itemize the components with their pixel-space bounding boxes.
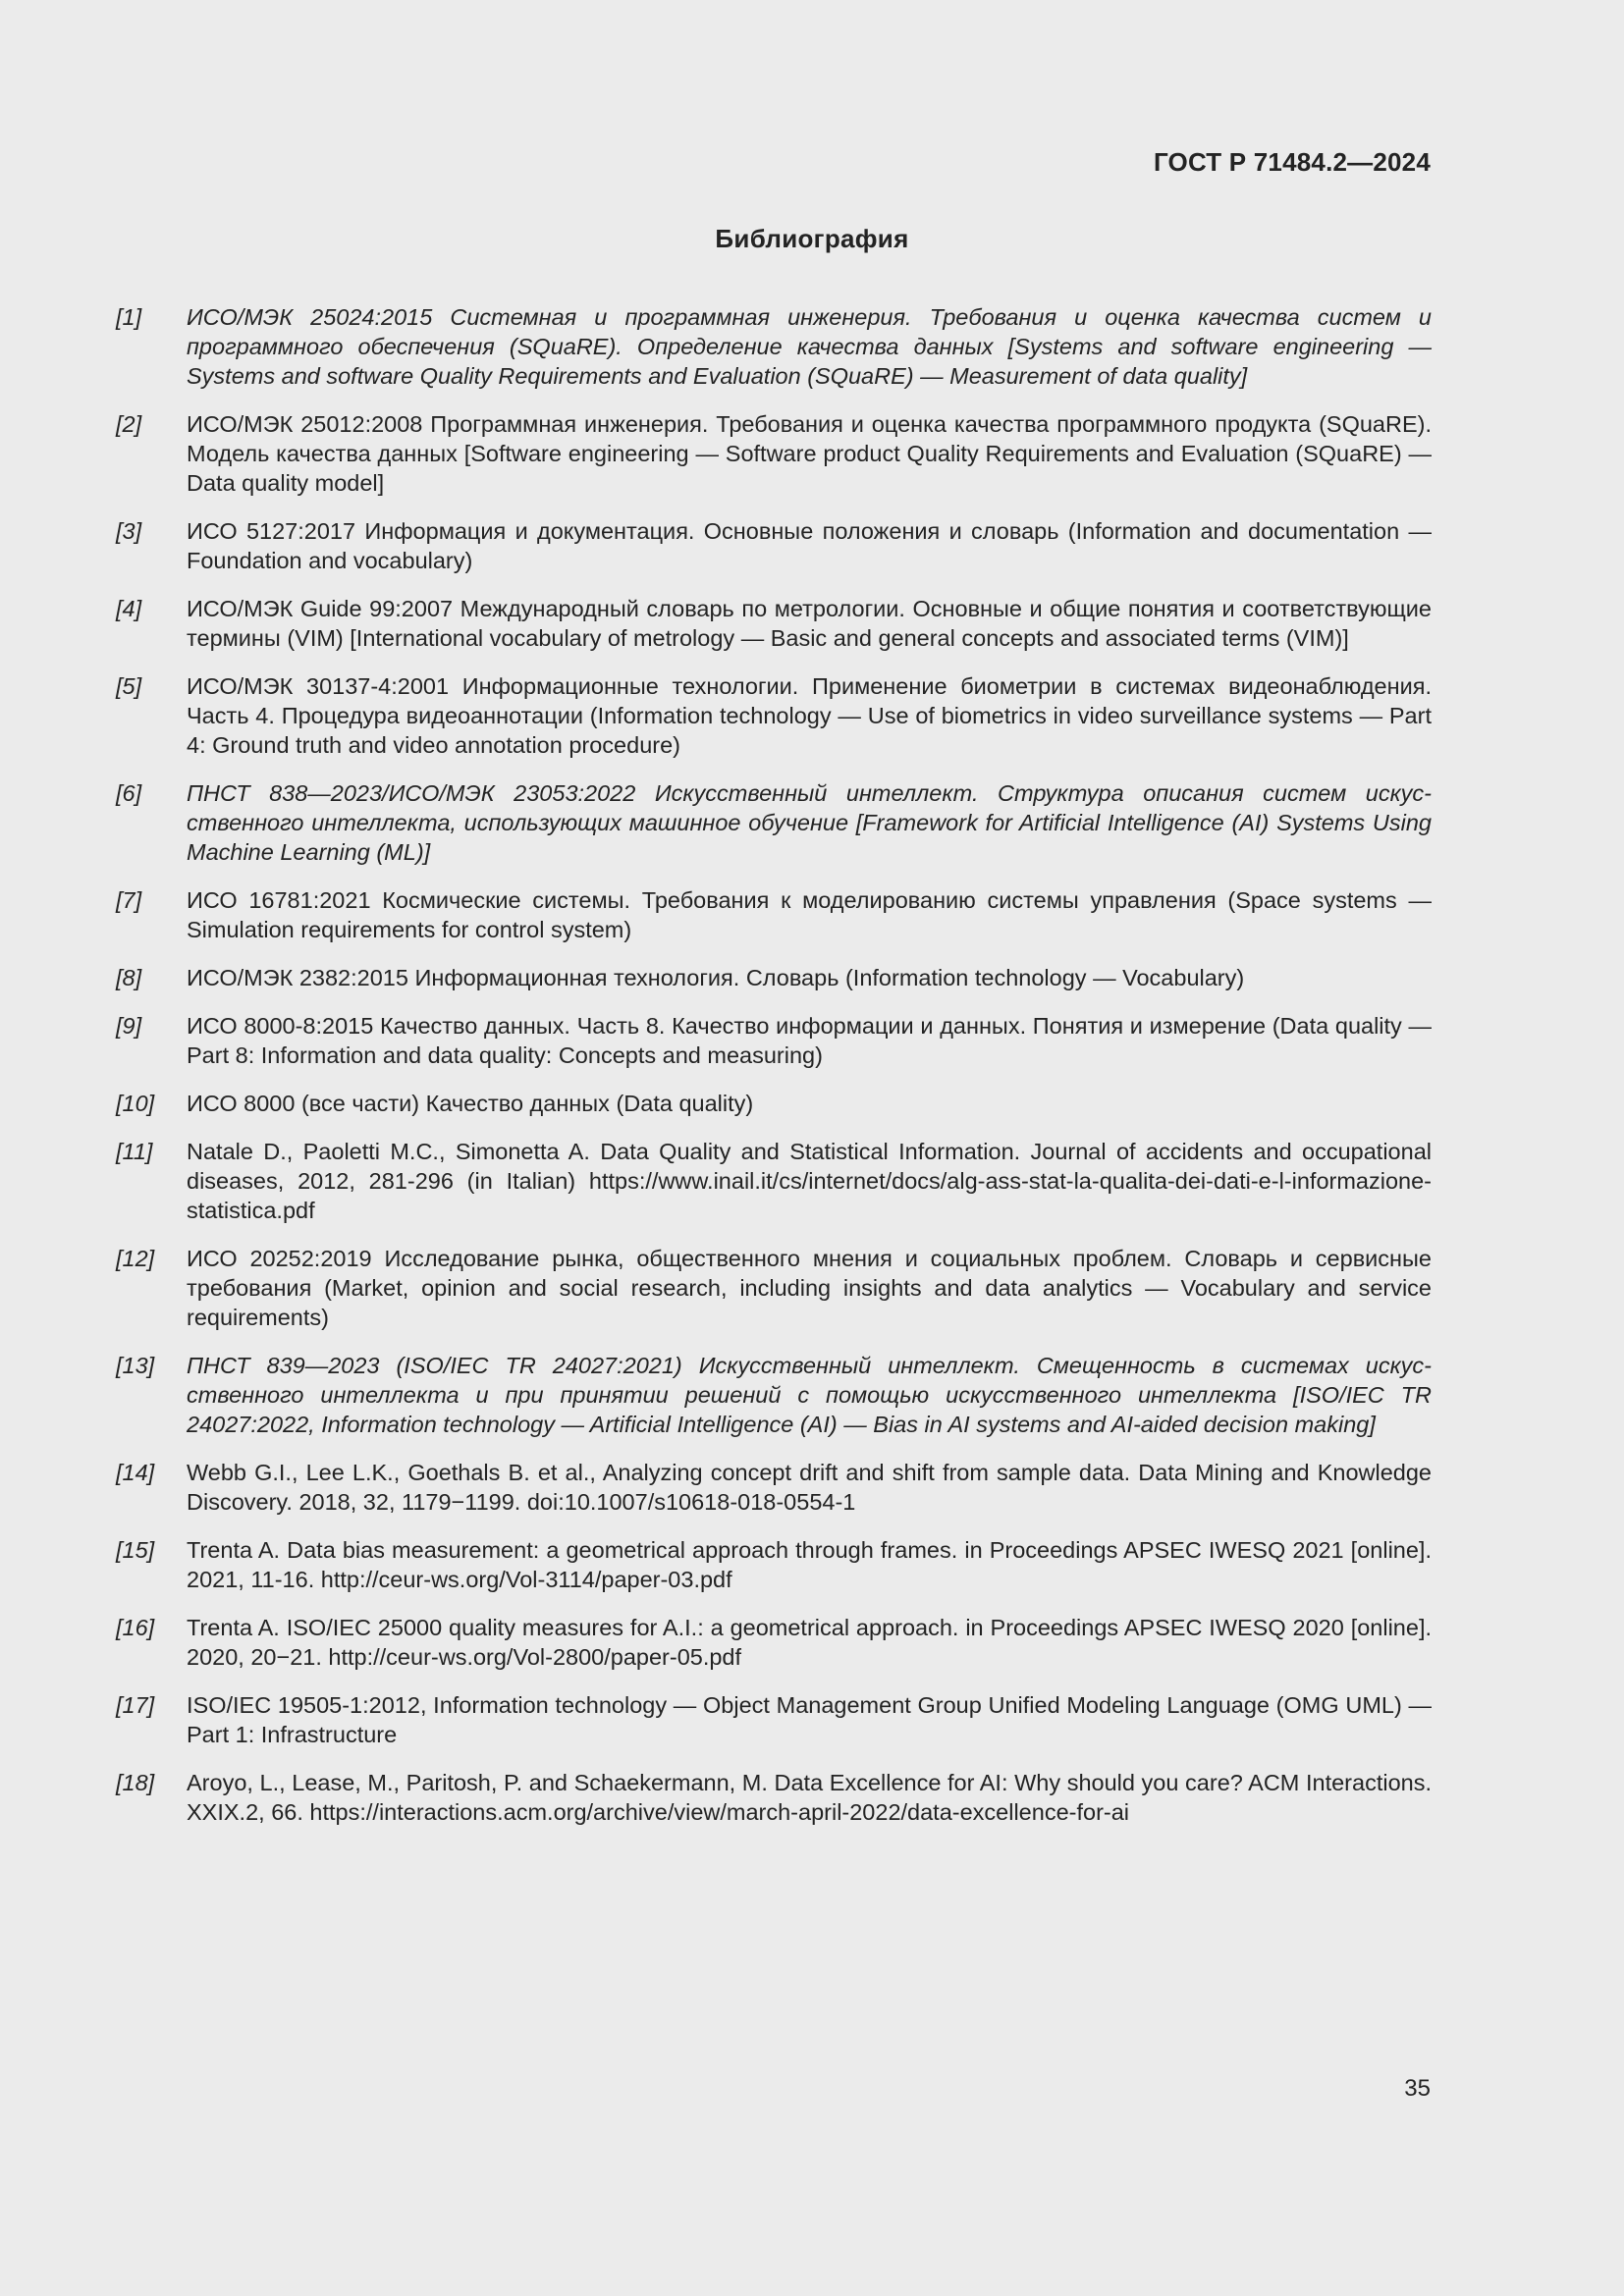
- bibliography-entry: [116, 1137, 1432, 1225]
- entry-number: [9]: [116, 1013, 142, 1039]
- bibliography-entry: [116, 963, 1432, 992]
- entry-number: [1]: [116, 304, 142, 330]
- entry-text: ПНСТ 839—2023 (ISO/IEC TR 24027:2021) Искусственный интеллект. Смещенность в системах искусственного интеллекта и при принятии решений с помощью искусственного интеллекта [ISO/IEC TR 24027:2022, Information technology — Artificial Intelligence (AI) — Bias in AI systems and AI-aided decision making]: [187, 1353, 1432, 1437]
- entry-number: [11]: [116, 1139, 153, 1164]
- entry-number: [5]: [116, 673, 142, 699]
- entry-number: [12]: [116, 1246, 155, 1271]
- document-code: ГОСТ Р 71484.2—2024: [1153, 147, 1431, 177]
- entry-text: ИСО/МЭК Guide 99:2007 Международный словарь по метрологии. Основные и общие понятия и соответствующие термины (VIM) [International vocabulary of metrology — Basic and general concepts and associated terms (VIM)]: [187, 596, 1432, 651]
- entry-text: ISO/IEC 19505-1:2012, Information technology — Object Management Group Unified Modeling Language (OMG UML) — Part 1: Infrastructure: [187, 1692, 1432, 1747]
- bibliography-entry: [116, 302, 1432, 391]
- entry-number: [8]: [116, 965, 142, 990]
- entry-number: [16]: [116, 1615, 155, 1640]
- entry-number: [13]: [116, 1353, 155, 1378]
- bibliography-entry: [116, 1351, 1432, 1439]
- bibliography-entry: [116, 1458, 1432, 1517]
- entry-text: Aroyo, L., Lease, M., Paritosh, P. and Schaekermann, M. Data Excellence for AI: Why should you care? ACM Interactions. XXIX.2, 66. https://interactions.acm.org/archive/view/march-april-2022/data-excellence-for-ai: [187, 1770, 1432, 1825]
- entry-text: Webb G.I., Lee L.K., Goethals B. et al., Analyzing concept drift and shift from sample data. Data Mining and Knowledge Discovery. 2018, 32, 1179−1199. doi:10.1007/s10618-018-0554-1: [187, 1460, 1432, 1515]
- entry-text: ИСО 16781:2021 Космические системы. Требования к моделированию системы управления (Space systems — Simulation requirements for control system): [187, 887, 1432, 942]
- bibliography-title: Библиография: [715, 224, 909, 253]
- entry-number: [10]: [116, 1091, 155, 1116]
- bibliography-entry: [116, 778, 1432, 867]
- bibliography-entry: [116, 1535, 1432, 1594]
- bibliography-entry: [116, 1244, 1432, 1332]
- entry-text: ИСО/МЭК 2382:2015 Информационная технология. Словарь (Information technology — Vocabulary): [187, 965, 1245, 990]
- page-number: 35: [1404, 2075, 1431, 2102]
- bibliography-entry: [116, 1690, 1432, 1749]
- entry-text: ИСО/МЭК 25024:2015 Системная и программная инженерия. Требования и оценка качества систем и программного обеспечения (SQuaRE). Определение качества данных [Systems and software engineering — Systems and software Quality Requirements and Evaluation (SQuaRE) — Measurement of data quality]: [187, 304, 1432, 389]
- bibliography-entry: [116, 885, 1432, 944]
- entry-text: ИСО 5127:2017 Информация и документация. Основные положения и словарь (Information and documentation — Foundation and vocabulary): [187, 518, 1432, 573]
- entry-number: [7]: [116, 887, 142, 913]
- entry-number: [18]: [116, 1770, 155, 1795]
- entry-text: ИСО/МЭК 25012:2008 Программная инженерия. Требования и оценка качества программного продукта (SQuaRE). Модель качества данных [Software engineering — Software product Quality Requirements and Evaluation (SQuaRE) — Data quality model]: [187, 411, 1432, 496]
- entry-number: [3]: [116, 518, 142, 544]
- bibliography-list: [116, 302, 1432, 1845]
- entry-text: ИСО 8000 (все части) Качество данных (Data quality): [187, 1091, 754, 1116]
- entry-text: ИСО 20252:2019 Исследование рынка, общественного мнения и социальных проблем. Словарь и сервисные требования (Market, opinion and social research, including insights and data analytics — Vocabulary and service requirements): [187, 1246, 1432, 1330]
- entry-text: ИСО 8000-8:2015 Качество данных. Часть 8. Качество информации и данных. Понятия и измерение (Data quality — Part 8: Information and data quality: Concepts and measuring): [187, 1013, 1432, 1068]
- bibliography-entry: [116, 1768, 1432, 1827]
- entry-number: [14]: [116, 1460, 155, 1485]
- bibliography-entry: [116, 1011, 1432, 1070]
- bibliography-entry: [116, 516, 1432, 575]
- entry-number: [15]: [116, 1537, 155, 1563]
- entry-number: [2]: [116, 411, 142, 437]
- entry-text: Trenta A. ISO/IEC 25000 quality measures for A.I.: a geometrical approach. in Proceedings APSEC IWESQ 2020 [online]. 2020, 20−21. http://ceur-ws.org/Vol-2800/paper-05.pdf: [187, 1615, 1432, 1670]
- entry-text: Trenta A. Data bias measurement: a geometrical approach through frames. in Proceedings APSEC IWESQ 2021 [online]. 2021, 11-16. http://ceur-ws.org/Vol-3114/paper-03.pdf: [187, 1537, 1432, 1592]
- entry-text: Natale D., Paoletti M.C., Simonetta A. Data Quality and Statistical Information. Journal of accidents and occupational diseases, 2012, 281-296 (in Italian) https://www.inail.it/cs/internet/docs/alg-ass-stat-la-qualita-dei-dati-e-l-informazione-statistica.pdf: [187, 1139, 1432, 1223]
- bibliography-entry: [116, 1089, 1432, 1118]
- entry-number: [17]: [116, 1692, 155, 1718]
- bibliography-entry: [116, 409, 1432, 498]
- entry-text: ИСО/МЭК 30137-4:2001 Информационные технологии. Применение биометрии в системах видеонаблюдения. Часть 4. Процедура видеоаннотации (Information technology — Use of biometrics in video surveillance systems — Part 4: Ground truth and video annotation procedure): [187, 673, 1432, 758]
- entry-number: [6]: [116, 780, 142, 806]
- bibliography-entry: [116, 671, 1432, 760]
- entry-text: ПНСТ 838—2023/ИСО/МЭК 23053:2022 Искусственный интеллект. Структура описания систем искусственного интеллекта, использующих машинное обучение [Framework for Artificial Intelligence (AI) Systems Using Machine Learning (ML)]: [187, 780, 1432, 865]
- bibliography-entry: [116, 1613, 1432, 1672]
- bibliography-entry: [116, 594, 1432, 653]
- entry-number: [4]: [116, 596, 142, 621]
